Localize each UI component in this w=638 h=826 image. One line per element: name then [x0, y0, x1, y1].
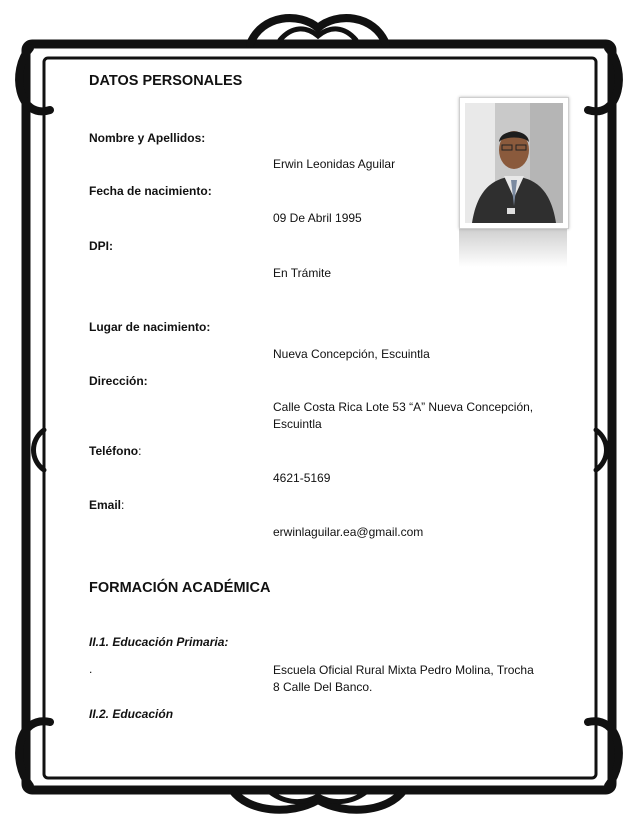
address-value [273, 399, 573, 433]
dpi-value: En Trámite [273, 266, 332, 280]
email-value: erwinlaguilar.ea@gmail.com [273, 525, 424, 539]
birth-date-value: 09 De Abril 1995 [273, 211, 362, 225]
photo-reflection [459, 229, 567, 267]
name-value: Erwin Leonidas Aguilar [273, 157, 396, 171]
primary-education-label: II.1. Educación Primaria: [89, 635, 229, 649]
section-title-education: FORMACIÓN ACADÉMICA [89, 580, 271, 596]
email-label-colon: : [121, 498, 125, 512]
primary-education-line-2: 8 Calle Del Banco. [273, 680, 373, 694]
birth-place-value: Nueva Concepción, Escuintla [273, 347, 430, 361]
primary-education-line-1: Escuela Oficial Rural Mixta Pedro Molina, Trocha [273, 663, 534, 677]
section-title-personal: DATOS PERSONALES [89, 73, 243, 89]
dpi-label: DPI: [89, 239, 113, 253]
phone-label-colon: : [138, 444, 142, 458]
phone-value: 4621-5169 [273, 471, 331, 485]
secondary-education-label: II.2. Educación [89, 707, 174, 721]
birth-place-label: Lugar de nacimiento: [89, 320, 211, 334]
primary-education-value [273, 662, 573, 696]
email-label [89, 498, 124, 512]
phone-label [89, 444, 141, 458]
birth-date-label: Fecha de nacimiento: [89, 184, 212, 198]
address-line-2: Escuintla [273, 417, 322, 431]
phone-label-text: Teléfono [89, 444, 139, 458]
address-line-1: Calle Costa Rica Lote 53 “A” Nueva Concepción, [273, 400, 534, 414]
address-label: Dirección: [89, 374, 148, 388]
primary-education-marker: . [89, 662, 93, 676]
email-label-text: Email [89, 498, 122, 512]
name-label: Nombre y Apellidos: [89, 131, 206, 145]
